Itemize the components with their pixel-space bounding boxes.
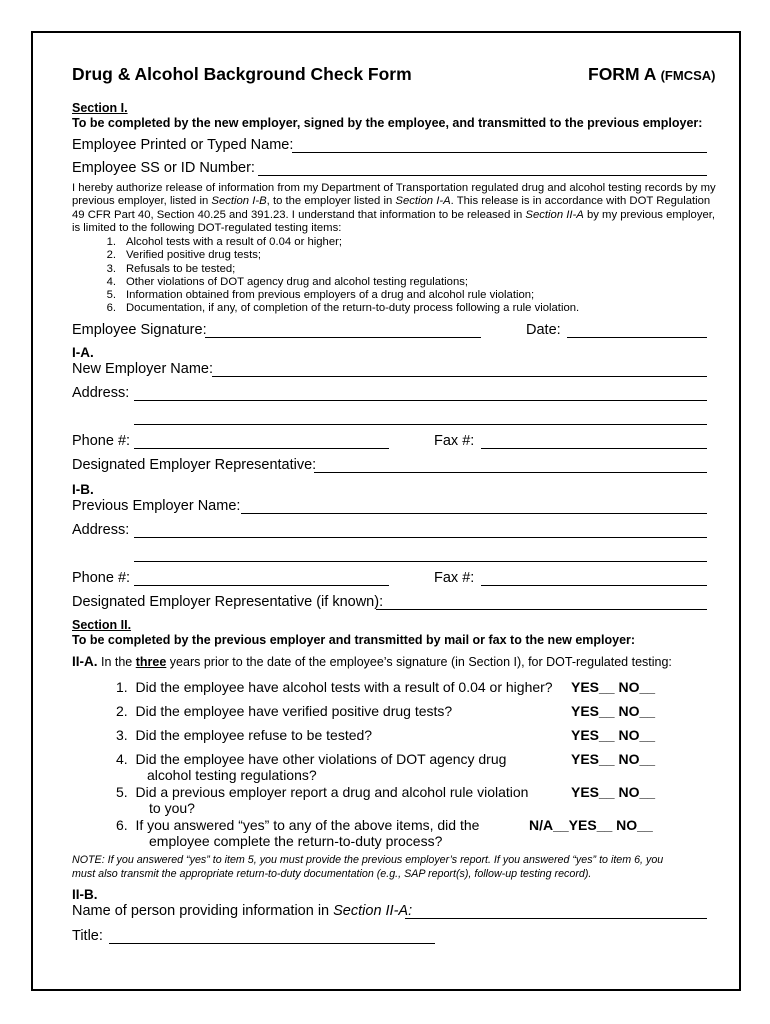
- provider-name-field[interactable]: [405, 918, 707, 919]
- list-item: 4. Other violations of DOT agency drug and alcohol testing regulations;: [106, 275, 469, 288]
- ib-address-field-2[interactable]: [134, 561, 707, 562]
- ia-address-label: Address:: [72, 385, 130, 401]
- question-3: 3. Did the employee refuse to be tested?: [116, 727, 373, 743]
- ib-rep-label: Designated Employer Representative (if known):: [72, 594, 384, 610]
- previous-employer-field[interactable]: [241, 513, 707, 514]
- iib-heading: II-B.: [72, 887, 98, 902]
- list-item: 1. Alcohol tests with a result of 0.04 or higher;: [106, 236, 343, 248]
- question-2: 2. Did the employee have verified positive drug tests?: [116, 703, 453, 719]
- date-field[interactable]: [567, 337, 707, 338]
- previous-employer-label: Previous Employer Name:: [72, 498, 241, 514]
- section-1-heading: Section I.: [72, 101, 128, 115]
- ia-address-field-1[interactable]: [134, 400, 707, 401]
- ib-rep-field[interactable]: [376, 609, 707, 610]
- section-2-note: NOTE: If you answered “yes” to item 5, you must provide the previous employer’s report. If you answered “yes” to item 6, you must also transmit the appropriate return-to-duty documentation (e.g., SAP report(s), follow-up testing record).: [72, 854, 664, 880]
- list-item: 6. Documentation, if any, of completion of the return-to-duty process following a rule violation.: [106, 302, 580, 315]
- question-6-answer[interactable]: N/A__YES__ NO__: [529, 817, 653, 833]
- form-title: Drug & Alcohol Background Check Form: [72, 64, 412, 84]
- employee-signature-field[interactable]: [205, 337, 481, 338]
- ia-address-field-2[interactable]: [134, 424, 707, 425]
- list-item: 5. Information obtained from previous employers of a drug and alcohol rule violation;: [106, 289, 535, 302]
- provider-title-field[interactable]: [109, 943, 435, 944]
- employee-id-field[interactable]: [258, 175, 707, 176]
- list-item: 2. Verified positive drug tests;: [106, 249, 262, 262]
- new-employer-label: New Employer Name:: [72, 361, 214, 377]
- question-5-line-2: to you?: [149, 800, 195, 816]
- ia-fax-field[interactable]: [481, 448, 707, 449]
- ib-phone-label: Phone #:: [72, 570, 131, 586]
- question-1-answer[interactable]: YES__ NO__: [571, 679, 656, 695]
- ib-address-field-1[interactable]: [134, 537, 707, 538]
- form-id: FORM A (FMCSA): [588, 64, 716, 84]
- ia-phone-label: Phone #:: [72, 433, 131, 449]
- ia-phone-field[interactable]: [134, 448, 389, 449]
- ib-address-label: Address:: [72, 522, 130, 538]
- ia-rep-field[interactable]: [314, 472, 707, 473]
- employee-signature-label: Employee Signature:: [72, 322, 207, 338]
- ib-phone-field[interactable]: [134, 585, 389, 586]
- ib-fax-label: Fax #:: [434, 570, 475, 586]
- ia-heading: I-A.: [72, 345, 94, 360]
- section-1-instruction: To be completed by the new employer, signed by the employee, and transmitted to the previous employer:: [72, 116, 703, 130]
- question-5: 5. Did a previous employer report a drug and alcohol rule violation: [116, 784, 529, 800]
- date-label: Date:: [526, 322, 561, 338]
- question-4: 4. Did the employee have other violations of DOT agency drug: [116, 751, 507, 767]
- employee-name-label: Employee Printed or Typed Name:: [72, 137, 294, 153]
- provider-name-label: Name of person providing information in Section II-A:: [72, 903, 413, 919]
- provider-title-label: Title:: [72, 928, 103, 944]
- ib-heading: I-B.: [72, 482, 94, 497]
- ia-rep-label: Designated Employer Representative:: [72, 457, 317, 473]
- ia-fax-label: Fax #:: [434, 433, 475, 449]
- question-6: 6. If you answered “yes” to any of the above items, did the: [116, 817, 480, 833]
- question-5-answer[interactable]: YES__ NO__: [571, 784, 656, 800]
- question-6-line-2: employee complete the return-to-duty process?: [149, 833, 443, 849]
- question-4-line-2: alcohol testing regulations?: [147, 767, 317, 783]
- testing-items-list: [94, 236, 579, 316]
- question-2-answer[interactable]: YES__ NO__: [571, 703, 656, 719]
- section-2-heading: Section II.: [72, 618, 132, 632]
- employee-name-field[interactable]: [292, 152, 707, 153]
- question-3-answer[interactable]: YES__ NO__: [571, 727, 656, 743]
- list-item: 3. Refusals to be tested;: [106, 262, 236, 275]
- section-2-instruction: To be completed by the previous employer and transmitted by mail or fax to the new employer:: [72, 633, 636, 647]
- ib-fax-field[interactable]: [481, 585, 707, 586]
- employee-id-label: Employee SS or ID Number:: [72, 160, 255, 176]
- new-employer-field[interactable]: [212, 376, 707, 377]
- iia-intro: II-A. In the three years prior to the date of the employee’s signature (in Section I), for DOT-regulated testing:: [72, 654, 672, 669]
- authorization-text: I hereby authorize release of information from my Department of Transportation regulated drug and alcohol testing records by my previous employer, listed in Section I-B, to the employer listed in Section I-A. This release is in accordance with DOT Regulation 49 CFR Part 40, Section 40.25 and 391.23. I understand that information to be released in Section II-A by my previous employer, is limited to the following DOT-regulated testing items:: [72, 182, 716, 235]
- question-1: 1. Did the employee have alcohol tests with a result of 0.04 or higher?: [116, 679, 553, 695]
- question-4-answer[interactable]: YES__ NO__: [571, 751, 656, 767]
